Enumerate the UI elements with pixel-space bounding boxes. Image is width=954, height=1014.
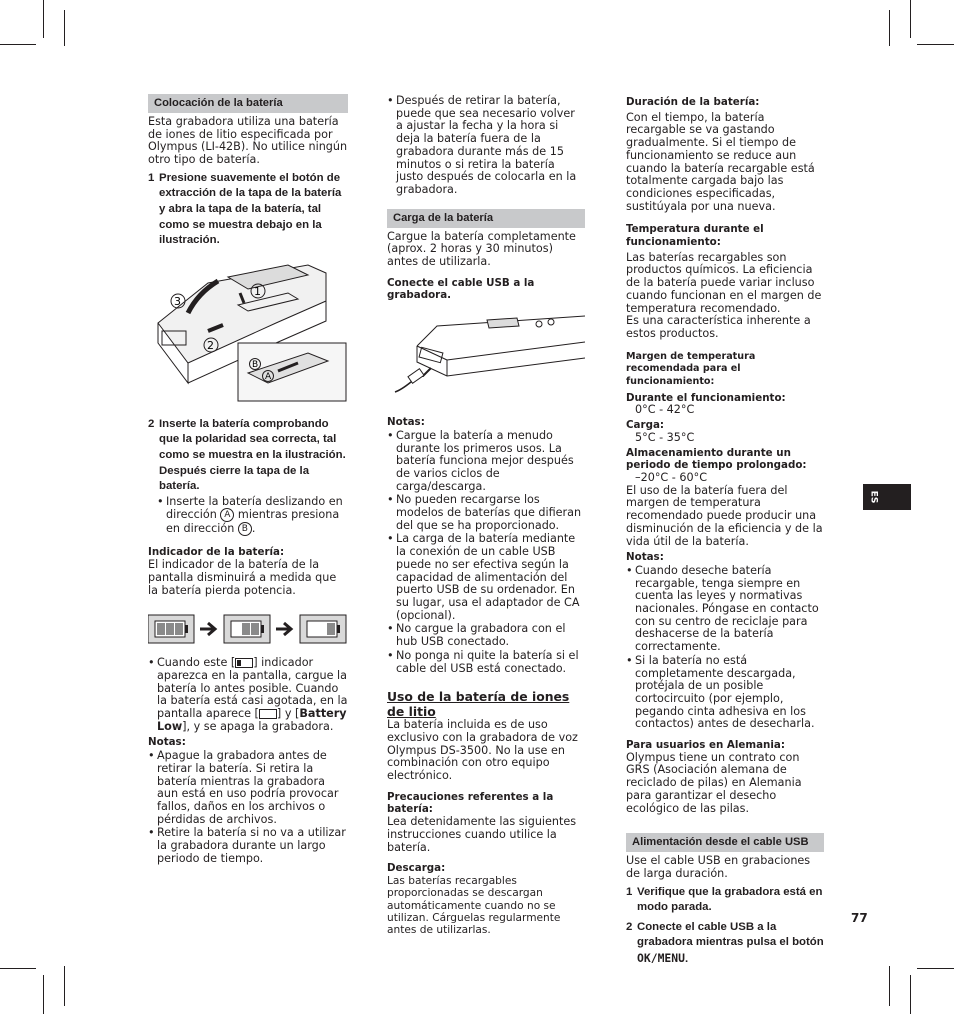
step-2: 2 Conecte el cable USB a la grabadora mientras pulsa el botón OK/MENU.	[626, 920, 824, 966]
list-item: • La carga de la batería mediante la conexión de un cable USB puede no ser efectiva según la capacidad de alimentación del puerto USB de su ordenador. En su lugar, usa el adaptador de CA (opcional).	[387, 533, 585, 622]
direction-b-icon: B	[238, 522, 252, 536]
usb-connection-illustration	[387, 306, 585, 402]
list-item: • Si la batería no está completamente descargada, protéjala de un posible cortocircuito (por ejemplo, pegando cinta adhesiva en los contactos) antes de desecharla.	[626, 655, 824, 731]
list-item: • Cargue la batería a menudo durante los primeros usos. La batería funciona mejor después de varios ciclos de carga/descarga.	[387, 430, 585, 494]
precauciones-text: Lea detenidamente las siguientes instrucciones cuando utilice la batería.	[387, 815, 577, 854]
battery-cover-illustration	[148, 253, 348, 403]
notas-title: Notas:	[387, 416, 425, 429]
step-2: 2 Inserte la batería comprobando que la polaridad sea correcta, tal como se muestra en la ilustración. Después cierre la tapa de la batería.	[148, 417, 346, 493]
intro-text: Esta grabadora utiliza una batería de iones de litio especificada por Olympus (LI-42B). No utilice ningún otro tipo de batería.	[148, 115, 348, 167]
carga-temp-title: Carga:	[626, 419, 665, 432]
margen-title: Margen de temperatura recomendada para el funcionamiento:	[626, 350, 756, 388]
notas-title: Notas:	[148, 736, 186, 749]
section-title-carga: Carga de la batería	[387, 209, 585, 228]
almac-value: –20°C - 60°C	[635, 470, 708, 484]
uso-text: La batería incluida es de uso exclusivo con la grabadora de voz Olympus DS-3500. No la use en combinación con otro equipo electrónico.	[387, 718, 578, 783]
section-title-alimentacion: Alimentación desde el cable USB	[626, 833, 824, 852]
list-item: • Cuando deseche batería recargable, tenga siempre en cuenta las leyes y normativas nacionales. Póngase en contacto con su centro de reciclaje para deshacerse de la batería correctamente.	[626, 565, 824, 654]
fig-label-b: B	[252, 359, 259, 370]
list-item: • Inserte la batería deslizando en dirección A mientras presiona en dirección B .	[157, 496, 348, 537]
battery-empty-icon	[259, 709, 277, 719]
fig-label-3: 3	[174, 294, 181, 308]
list-item: • No pueden recargarse los modelos de baterías que difieran del que se ha proporcionado.	[387, 494, 585, 532]
step-1: 1 Verifique que la grabadora está en modo parada.	[626, 885, 823, 914]
fig-label-1: 1	[254, 284, 261, 298]
temp-text-1: Las baterías recargables son productos químicos. La eficiencia de la batería puede variar incluso cuando funcionan en el margen de temperatura recomendado.	[626, 250, 822, 315]
carga-text: Cargue la batería completamente (aprox. 2 horas y 30 minutos) antes de utilizarla.	[387, 229, 576, 269]
uso-fuera-text: El uso de la batería fuera del margen de temperatura recomendado puede producir una disminución de la eficiencia y de la vida útil de la batería.	[626, 483, 823, 548]
column-1	[148, 94, 348, 866]
connect-title: Conecte el cable USB a la grabadora.	[387, 276, 535, 302]
alemania-text: Olympus tiene un contrato con GRS (Asociación alemana de reciclado de pilas) en Alemania para garantizar el desecho ecológico de las pilas.	[626, 750, 802, 815]
notas-list	[387, 430, 585, 675]
alemania-title: Para usuarios en Alemania:	[626, 739, 785, 752]
fig-label-2: 2	[207, 338, 214, 352]
list-item: • No cargue la grabadora con el hub USB conectado.	[387, 623, 585, 648]
duracion-text: Con el tiempo, la batería recargable se va gastando gradualmente. Si el tiempo de funcionamiento se reduce aun cuando la batería recargable está totalmente cargada bajo las condiciones especificadas, sustitúyala por una nueva.	[626, 110, 815, 213]
temp-title: Temperatura durante el funcionamiento:	[626, 223, 764, 249]
almac-title: Almacenamiento durante un periodo de tiempo prolongado:	[626, 446, 807, 472]
language-tab: ES	[863, 484, 911, 510]
descarga-text: Las baterías recargables proporcionadas se descargan automáticamente cuando no se utilizan. Cárguelas regularmente antes de utilizarlas.	[387, 874, 561, 937]
list-item: • Apague la grabadora antes de retirar la batería. Si retira la batería mientras la grabadora aun está en uso podría provocar fallos, daños en los archivos o pérdidas de archivos.	[148, 750, 348, 826]
list-item: • Después de retirar la batería, puede que sea necesario volver a ajustar la fecha y la hora si deja la batería fuera de la grabadora durante más de 15 minutos o si retira la batería justo después de colocarla en la grabadora.	[387, 95, 585, 197]
column-3	[626, 94, 824, 968]
indicator-title: Indicador de la batería:	[148, 546, 285, 559]
notas-list	[148, 750, 348, 865]
column-2	[387, 94, 585, 936]
fig-label-a: A	[265, 371, 272, 382]
notas-title: Notas:	[626, 551, 664, 564]
precauciones-title: Precauciones referentes a la batería:	[387, 790, 554, 816]
carga-temp-value: 5°C - 35°C	[635, 430, 695, 444]
section-title-colocacion: Colocación de la batería	[148, 94, 348, 113]
temp-text-2: Es una característica inherente a estos productos.	[626, 314, 811, 340]
list-item: • No ponga ni quite la batería si el cable del USB está conectado.	[387, 650, 585, 675]
usb-text: Use el cable USB en grabaciones de larga duración.	[626, 854, 811, 880]
duracion-title: Duración de la batería:	[626, 96, 760, 108]
list-item: • Cuando este [ ] indicador aparezca en la pantalla, cargue la batería lo antes posible. Cuando la batería está casi agotada, en la pantalla aparece [ ] y [Battery Low], y se apaga la grabadora.	[148, 657, 348, 733]
battery-one-bar-icon	[235, 658, 253, 668]
top-bullet	[387, 95, 585, 197]
step-2-bullets	[148, 496, 348, 537]
ok-menu-button-label: OK/MENU	[637, 951, 686, 966]
notas-list	[626, 565, 824, 731]
indicator-bullets	[148, 657, 348, 733]
step-1: 1 Presione suavemente el botón de extracción de la tapa de la batería y abra la tapa de la batería, tal como se muestra debajo en la ilustración.	[148, 171, 342, 247]
descarga-title: Descarga:	[387, 862, 446, 875]
direction-a-icon: A	[220, 508, 234, 522]
battery-indicator-sequence	[148, 613, 348, 645]
durante-value: 0°C - 42°C	[635, 403, 695, 417]
page-number: 77	[851, 911, 868, 925]
indicator-text: El indicador de la batería de la pantalla disminuirá a medida que la batería pierda potencia.	[148, 558, 337, 597]
durante-title: Durante el funcionamiento:	[626, 391, 786, 404]
uso-litio-heading: Uso de la batería de iones de litio	[387, 689, 570, 720]
list-item: • Retire la batería si no va a utilizar la grabadora durante un largo periodo de tiempo.	[148, 827, 348, 865]
